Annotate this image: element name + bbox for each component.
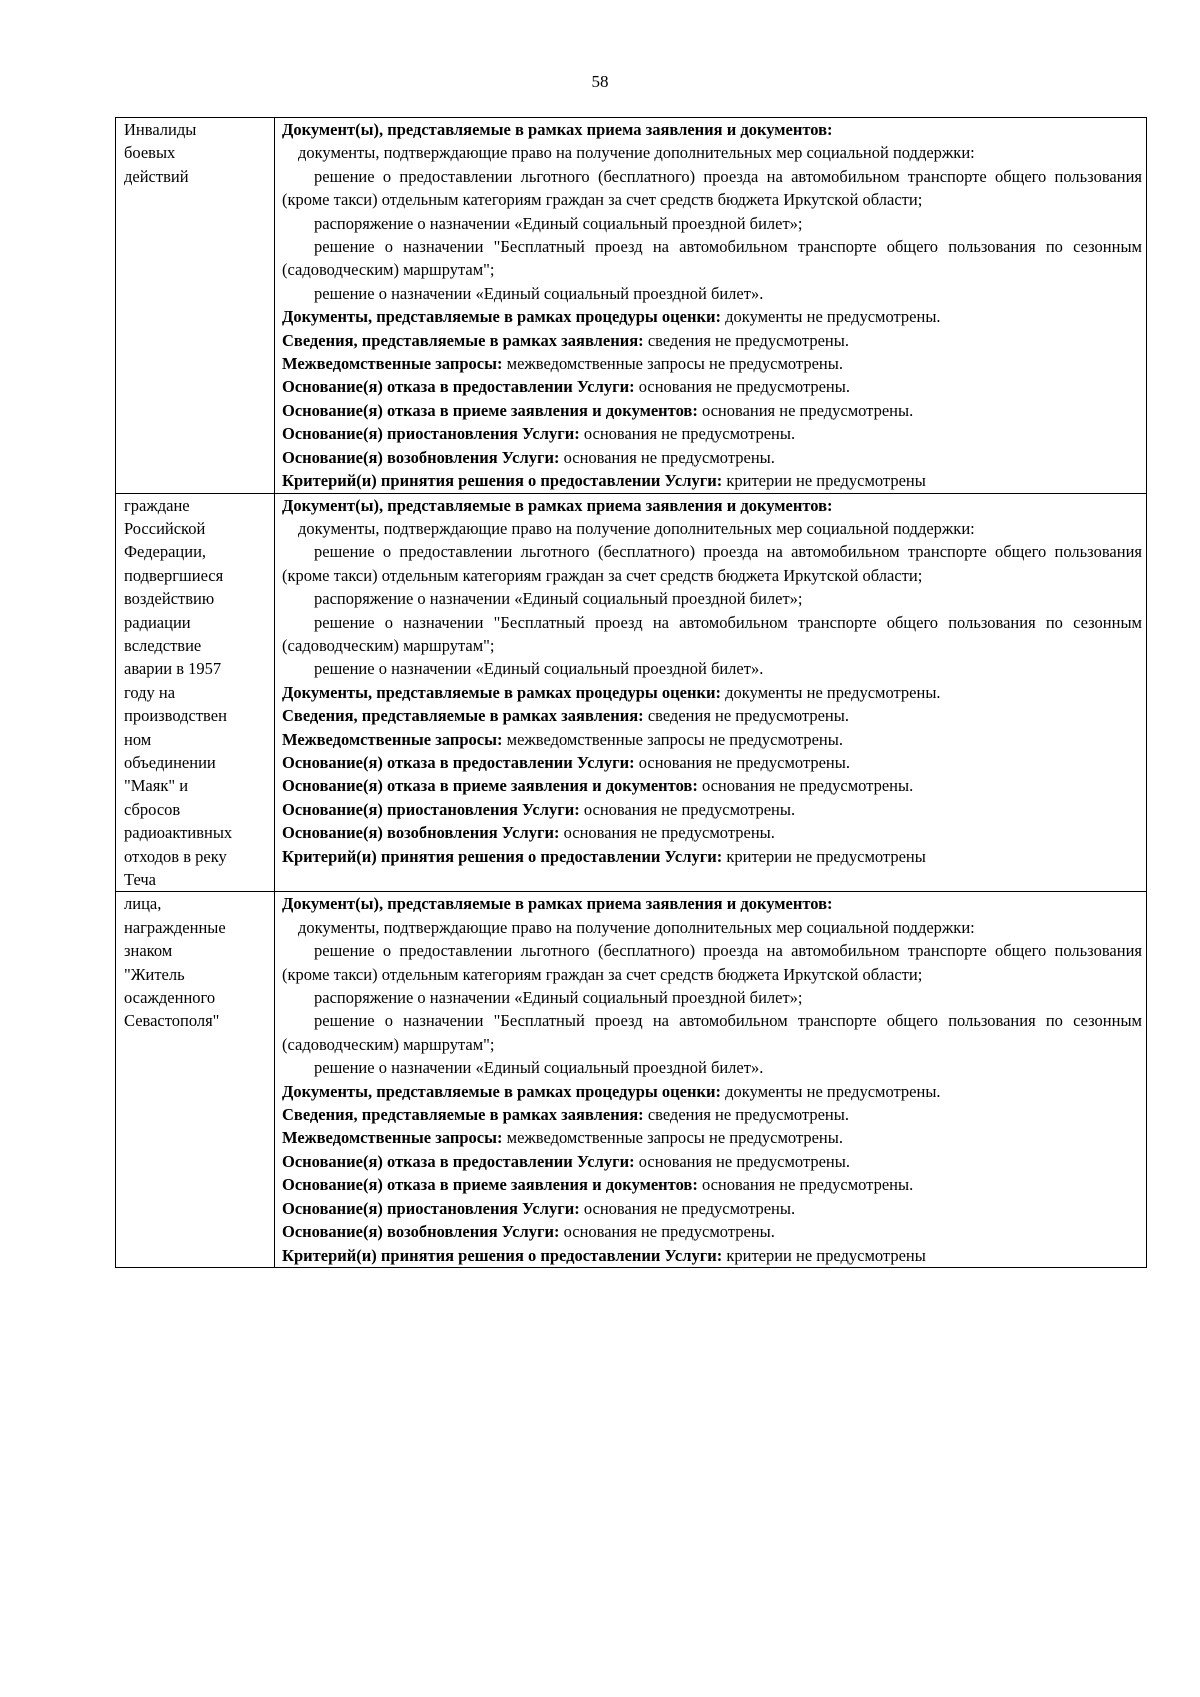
info-label: Основание(я) отказа в приеме заявления и документов: [282,776,698,796]
document-item: решение о назначении «Единый социальный проездной билет». [314,283,764,303]
info-line [282,469,1142,492]
info-line [282,1173,1142,1196]
info-value: основания не предусмотрены. [634,1151,850,1171]
info-label: Основание(я) отказа в предоставлении Услуги: [282,752,635,772]
category-label: граждане Российской Федерации, подвергшиеся воздействию радиации вследствие аварии в 1957 году на производствен ном объединении "Маяк" и сбросов радиоактивных отходов в реку Теча [124,495,233,889]
details-cell [275,118,1147,494]
info-line [282,774,1142,797]
info-label: Основание(я) возобновления Услуги: [282,823,560,843]
info-line [282,1220,1142,1243]
table-row [116,118,1147,494]
info-value: основания не предусмотрены. [559,1222,775,1242]
info-label: Критерий(и) принятия решения о предоставлении Услуги: [282,471,723,491]
info-line [282,1150,1142,1173]
info-label: Основание(я) приостановления Услуги: [282,424,580,444]
info-line [282,798,1142,821]
info-label: Сведения, представляемые в рамках заявления: [282,1105,644,1125]
info-label: Документы, представляемые в рамках процедуры оценки: [282,307,722,327]
documents-heading: Документ(ы), представляемые в рамках приема заявления и документов: [282,120,833,139]
document-item: решение о назначении "Бесплатный проезд на автомобильном транспорте общего пользования по сезонным (садоводческим) маршрутам"; [282,1011,1142,1054]
info-label: Основание(я) отказа в предоставлении Услуги: [282,377,635,397]
info-line [282,728,1142,751]
document-item: решение о назначении «Единый социальный проездной билет». [314,659,764,679]
info-value: документы не предусмотрены. [721,1081,941,1101]
info-line [282,1197,1142,1220]
info-line [282,845,1142,868]
info-value: основания не предусмотрены. [579,424,796,444]
info-value: основания не предусмотрены. [634,752,850,772]
category-cell [116,118,275,494]
documents-confirm-line: документы, подтверждающие право на получение дополнительных мер социальной поддержки: [298,143,975,163]
document-item: решение о предоставлении льготного (бесплатного) проезда на автомобильном транспорте общего пользования (кроме такси) отдельным категориям граждан за счет средств бюджета Иркутской области; [282,166,1142,210]
details-cell [275,493,1147,892]
info-value: основания не предусмотрены. [697,1175,914,1195]
info-line [282,375,1142,398]
info-label: Документы, представляемые в рамках процедуры оценки: [282,682,722,702]
info-label: Основание(я) возобновления Услуги: [282,447,560,467]
info-value: основания не предусмотрены. [697,400,914,420]
info-line [282,1126,1142,1149]
info-value: сведения не предусмотрены. [643,330,849,350]
info-label: Основание(я) приостановления Услуги: [282,799,580,819]
info-line [282,1080,1142,1103]
info-label: Основание(я) отказа в приеме заявления и документов: [282,1175,698,1195]
info-value: основания не предусмотрены. [559,823,775,843]
table-row [116,892,1147,1268]
documents-confirm-line: документы, подтверждающие право на получение дополнительных мер социальной поддержки: [298,917,975,937]
info-label: Критерий(и) принятия решения о предоставлении Услуги: [282,1245,723,1265]
document-item: решение о назначении "Бесплатный проезд на автомобильном транспорте общего пользования по сезонным (садоводческим) маршрутам"; [282,612,1142,655]
document-item: решение о назначении "Бесплатный проезд на автомобильном транспорте общего пользования по сезонным (садоводческим) маршрутам"; [282,237,1142,280]
category-cell [116,493,275,892]
document-item: распоряжение о назначении «Единый социальный проездной билет»; [314,589,803,609]
info-line [282,446,1142,469]
info-value: критерии не предусмотрены [722,846,926,866]
info-line [282,1103,1142,1126]
info-label: Основание(я) возобновления Услуги: [282,1222,560,1242]
document-item: распоряжение о назначении «Единый социальный проездной билет»; [314,988,803,1008]
category-label: лица, награжденные знаком "Житель осажденного Севастополя" [124,894,226,1031]
document-item: решение о назначении «Единый социальный проездной билет». [314,1058,764,1078]
documents-heading: Документ(ы), представляемые в рамках приема заявления и документов: [282,894,833,914]
info-line [282,305,1142,328]
document-item: решение о предоставлении льготного (бесплатного) проезда на автомобильном транспорте общего пользования (кроме такси) отдельным категориям граждан за счет средств бюджета Иркутской области; [282,941,1142,984]
info-value: основания не предусмотрены. [579,1198,796,1218]
info-line [282,751,1142,774]
info-line [282,399,1142,422]
info-value: критерии не предусмотрены [722,471,926,491]
info-label: Сведения, представляемые в рамках заявления: [282,330,644,350]
category-label: Инвалиды боевых действий [124,120,197,186]
info-label: Основание(я) отказа в приеме заявления и документов: [282,400,698,420]
document-item: решение о предоставлении льготного (бесплатного) проезда на автомобильном транспорте общего пользования (кроме такси) отдельным категориям граждан за счет средств бюджета Иркутской области; [282,542,1142,585]
info-value: сведения не предусмотрены. [643,1105,849,1125]
table-row [116,493,1147,892]
info-line [282,704,1142,727]
info-label: Документы, представляемые в рамках процедуры оценки: [282,1081,722,1101]
info-value: документы не предусмотрены. [721,307,941,327]
info-line [282,329,1142,352]
info-line [282,352,1142,375]
info-value: межведомственные запросы не предусмотрены. [502,1128,843,1148]
info-value: основания не предусмотрены. [559,447,775,467]
info-label: Основание(я) отказа в предоставлении Услуги: [282,1151,635,1171]
category-cell [116,892,275,1268]
services-table [115,117,1147,1268]
documents-heading: Документ(ы), представляемые в рамках приема заявления и документов: [282,495,833,515]
info-value: сведения не предусмотрены. [643,706,849,726]
info-line [282,681,1142,704]
info-label: Межведомственные запросы: [282,354,503,374]
info-label: Межведомственные запросы: [282,729,503,749]
info-label: Критерий(и) принятия решения о предоставлении Услуги: [282,846,723,866]
page-number: 58 [591,72,609,91]
info-label: Основание(я) приостановления Услуги: [282,1198,580,1218]
info-label: Межведомственные запросы: [282,1128,503,1148]
services-table-body [116,118,1147,1268]
documents-confirm-line: документы, подтверждающие право на получение дополнительных мер социальной поддержки: [298,518,975,538]
info-line [282,1244,1142,1267]
info-value: основания не предусмотрены. [579,799,796,819]
info-line [282,422,1142,445]
details-cell [275,892,1147,1268]
info-value: критерии не предусмотрены [722,1245,926,1265]
info-value: основания не предусмотрены. [697,776,914,796]
info-value: межведомственные запросы не предусмотрены. [502,729,843,749]
info-line [282,821,1142,844]
document-item: распоряжение о назначении «Единый социальный проездной билет»; [314,213,803,233]
info-value: документы не предусмотрены. [721,682,941,702]
info-value: основания не предусмотрены. [634,377,850,397]
info-label: Сведения, представляемые в рамках заявления: [282,706,644,726]
info-value: межведомственные запросы не предусмотрены. [502,354,843,374]
